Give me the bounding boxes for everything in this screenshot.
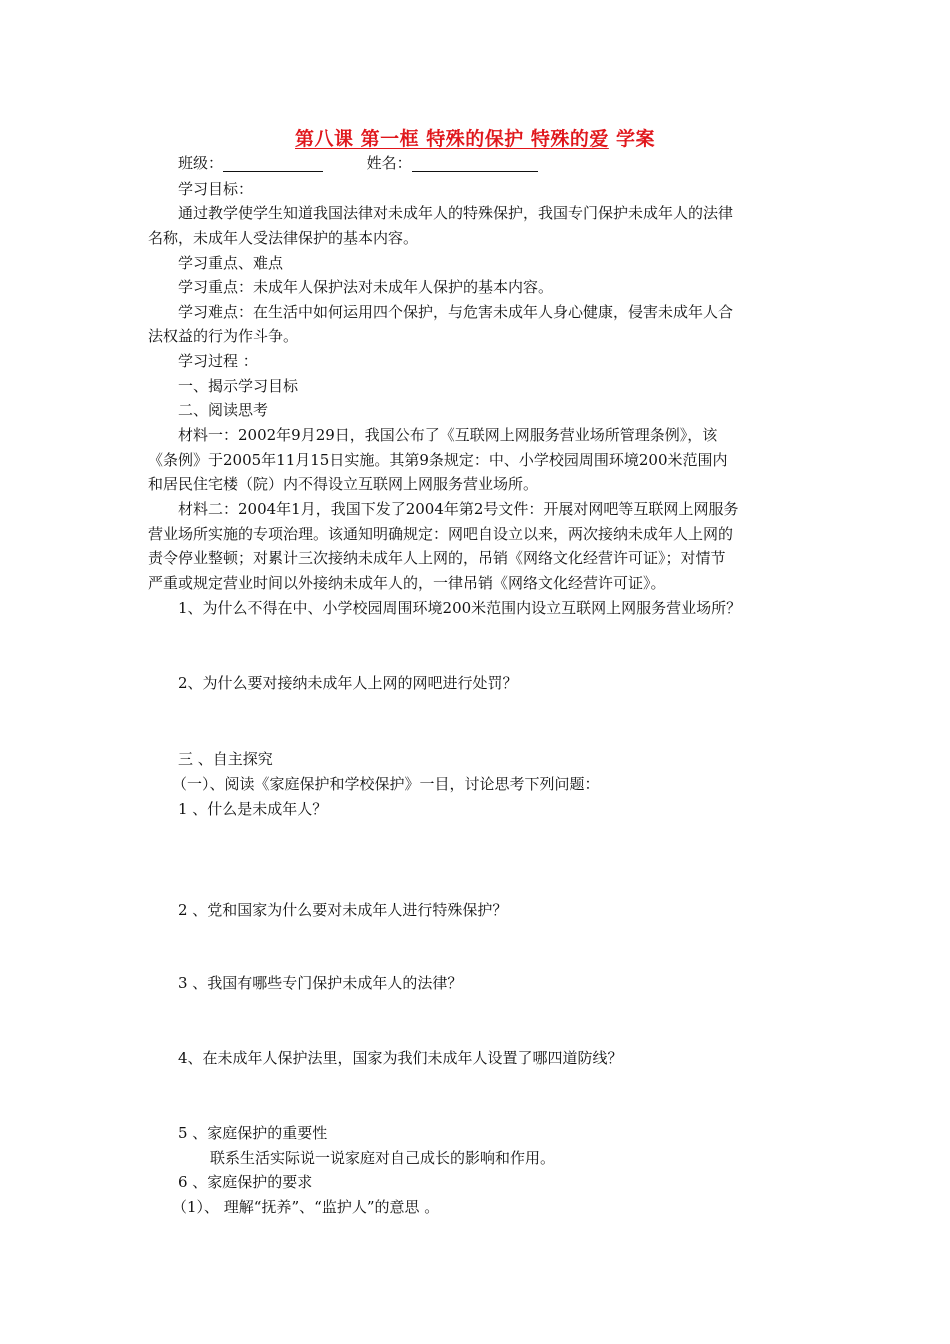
name-blank[interactable] xyxy=(412,153,538,172)
question-6: 6 、家庭保护的要求 xyxy=(178,1173,313,1191)
process-heading: 学习过程 ： xyxy=(178,352,258,370)
class-blank[interactable] xyxy=(223,153,323,172)
question-reading-1: 1、为什么不得在中、小学校园周围环境200米范围内设立互联网上网服务营业场所？ xyxy=(178,599,742,617)
name-label: 姓名： xyxy=(366,154,412,172)
objectives-text-1: 通过教学使学生知道我国法律对未成年人的特殊保护，我国专门保护未成年人的法律 xyxy=(178,204,734,222)
material-2-line-1: 材料二：2004年1月，我国下发了2004年第2号文件：开展对网吧等互联网上网服务 xyxy=(178,500,739,518)
question-5: 5 、家庭保护的重要性 xyxy=(178,1124,328,1142)
page-title xyxy=(0,124,950,151)
question-reading-2: 2、为什么要对接纳未成年人上网的网吧进行处罚？ xyxy=(178,674,518,692)
question-6-item-1: （1）、 理解“抚养”、“监护人”的意思 。 xyxy=(172,1198,440,1216)
question-2: 2 、党和国家为什么要对未成年人进行特殊保护？ xyxy=(178,901,508,919)
question-5-prompt: 联系生活实际说一说家庭对自己成长的影响和作用。 xyxy=(210,1149,556,1167)
objectives-text-2: 名称，未成年人受法律保护的基本内容。 xyxy=(148,229,419,247)
difficulty-text-2: 法权益的行为作斗争。 xyxy=(148,327,299,345)
title-suffix: 学案 xyxy=(608,128,655,150)
key-points-heading: 学习重点、难点 xyxy=(178,254,284,272)
material-1-line-1: 材料一：2002年9月29日，我国公布了《互联网上网服务营业场所管理条例》，该 xyxy=(178,426,718,444)
objectives-heading: 学习目标： xyxy=(178,180,254,198)
difficulty-text-1: 学习难点：在生活中如何运用四个保护，与危害未成年人身心健康，侵害未成年人合 xyxy=(178,303,734,321)
material-1-line-2: 《条例》于2005年11月15日实施。其第9条规定：中、小学校园周围环境200米范围内 xyxy=(148,451,728,469)
section-1-heading: 一、揭示学习目标 xyxy=(178,377,299,395)
section-2-heading: 二、阅读思考 xyxy=(178,401,269,419)
key-point-text: 学习重点：未成年人保护法对未成年人保护的基本内容。 xyxy=(178,278,554,296)
material-2-line-4: 严重或规定营业时间以外接纳未成年人的，一律吊销《网络文化经营许可证》。 xyxy=(148,574,666,592)
subsection-1-heading: （一）、阅读《家庭保护和学校保护》一目，讨论思考下列问题： xyxy=(172,775,600,793)
material-1-line-3: 和居民住宅楼（院）内不得设立互联网上网服务营业场所。 xyxy=(148,475,539,493)
material-2-line-2: 营业场所实施的专项治理。该通知明确规定：网吧自设立以来，两次接纳未成年人上网的 xyxy=(148,525,734,543)
material-2-line-3: 责令停业整顿；对累计三次接纳未成年人上网的，吊销《网络文化经营许可证》；对情节 xyxy=(148,549,726,567)
question-3: 3 、我国有哪些专门保护未成年人的法律？ xyxy=(178,974,463,992)
question-4: 4、在未成年人保护法里，国家为我们未成年人设置了哪四道防线？ xyxy=(178,1049,623,1067)
title-main: 第八课 第一框 特殊的保护 特殊的爱 xyxy=(295,128,609,150)
student-info-row xyxy=(148,150,838,176)
section-3-heading: 三 、自主探究 xyxy=(178,750,273,768)
question-1: 1 、什么是未成年人？ xyxy=(178,800,328,818)
class-label: 班级： xyxy=(178,154,224,172)
